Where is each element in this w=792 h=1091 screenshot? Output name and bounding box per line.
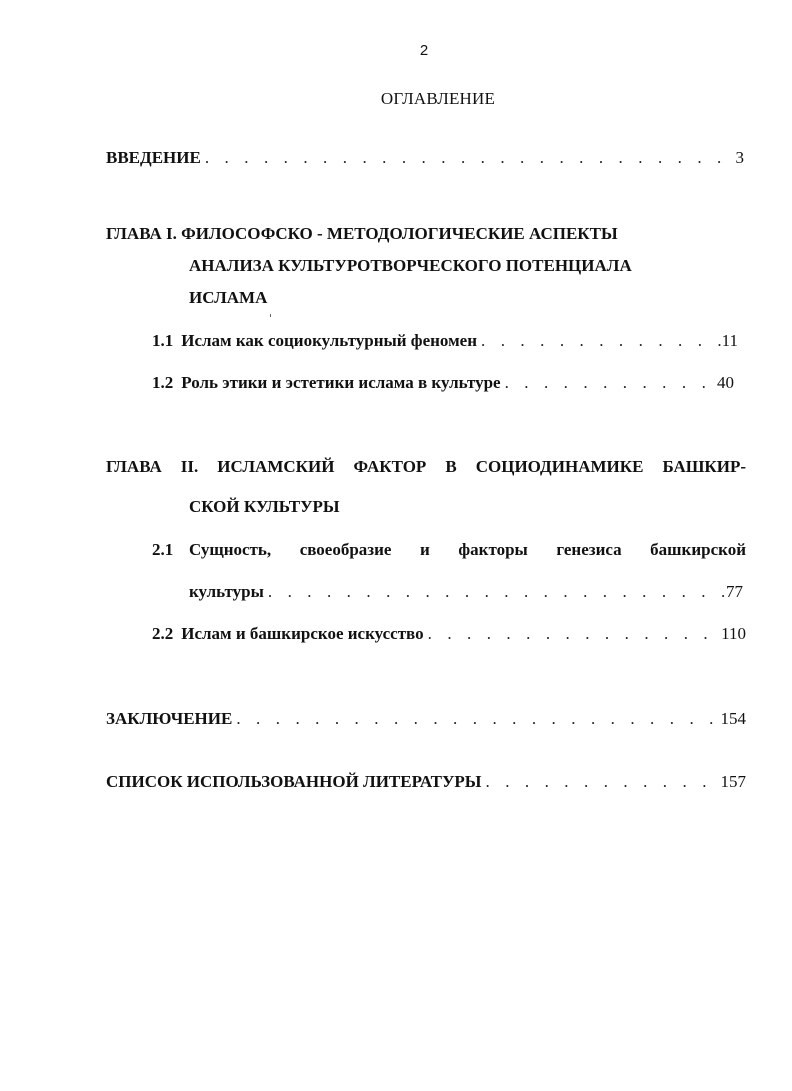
chapter-1-title-line-1[interactable]: ГЛАВА I. ФИЛОСОФСКО - МЕТОДОЛОГИЧЕСКИЕ АСПЕКТЫ (106, 224, 618, 243)
toc-entry-page: 154 (720, 709, 746, 728)
toc-entry-label: ВВЕДЕНИЕ (106, 148, 201, 167)
toc-entry-page: 157 (720, 772, 746, 791)
chapter-2-title-line-2[interactable]: СКОЙ КУЛЬТУРЫ (189, 497, 340, 516)
toc-entry-conclusion[interactable] (106, 709, 746, 729)
toc-entry-section-1-2[interactable] (152, 373, 734, 393)
toc-entry-section-1-1[interactable] (152, 331, 738, 351)
toc-entry-label: ЗАКЛЮЧЕНИЕ (106, 709, 233, 728)
toc-heading: ОГЛАВЛЕНИЕ (380, 89, 496, 108)
dot-leader (264, 582, 726, 602)
section-number: 2.1 (152, 540, 174, 559)
toc-entry-section-2-2[interactable] (152, 624, 746, 644)
toc-entry-label: Ислам как социокультурный феномен (181, 331, 478, 350)
page-number: 2 (419, 42, 429, 59)
section-number: 1.1 (152, 331, 174, 350)
toc-entry-label: Ислам и башкирское искусство (181, 624, 424, 643)
toc-entry-label: культуры (189, 582, 264, 601)
toc-entry-page: 11 (721, 331, 738, 350)
toc-entry-section-2-1-line-2[interactable] (189, 582, 743, 602)
dot-leader (424, 624, 722, 644)
dot-leader (482, 772, 721, 792)
scan-speck (270, 314, 271, 317)
dot-leader (477, 331, 722, 351)
toc-entry-label: СПИСОК ИСПОЛЬЗОВАННОЙ ЛИТЕРАТУРЫ (106, 772, 482, 791)
section-number: 2.2 (152, 624, 174, 643)
toc-entry-section-2-1-line-1[interactable]: Сущность, своеобразие и факторы генезиса башкирской (189, 540, 746, 559)
toc-entry-label: Роль этики и эстетики ислама в культуре (181, 373, 501, 392)
dot-leader (232, 709, 720, 729)
chapter-1-title-line-2[interactable]: АНАЛИЗА КУЛЬТУРОТВОРЧЕСКОГО ПОТЕНЦИАЛА (189, 256, 632, 275)
toc-entry-page: 110 (721, 624, 746, 643)
toc-entry-page: 40 (717, 373, 734, 392)
section-number: 1.2 (152, 373, 174, 392)
dot-leader (501, 373, 717, 393)
chapter-1-title-line-3[interactable]: ИСЛАМА (189, 288, 268, 307)
toc-entry-bibliography[interactable] (106, 772, 746, 792)
toc-entry-page: 77 (726, 582, 743, 601)
dot-leader (201, 148, 736, 168)
toc-entry-intro[interactable] (106, 148, 744, 168)
chapter-2-title-line-1[interactable]: ГЛАВА II. ИСЛАМСКИЙ ФАКТОР В СОЦИОДИНАМИКЕ БАШКИР- (106, 457, 746, 476)
toc-entry-page: 3 (735, 148, 744, 167)
